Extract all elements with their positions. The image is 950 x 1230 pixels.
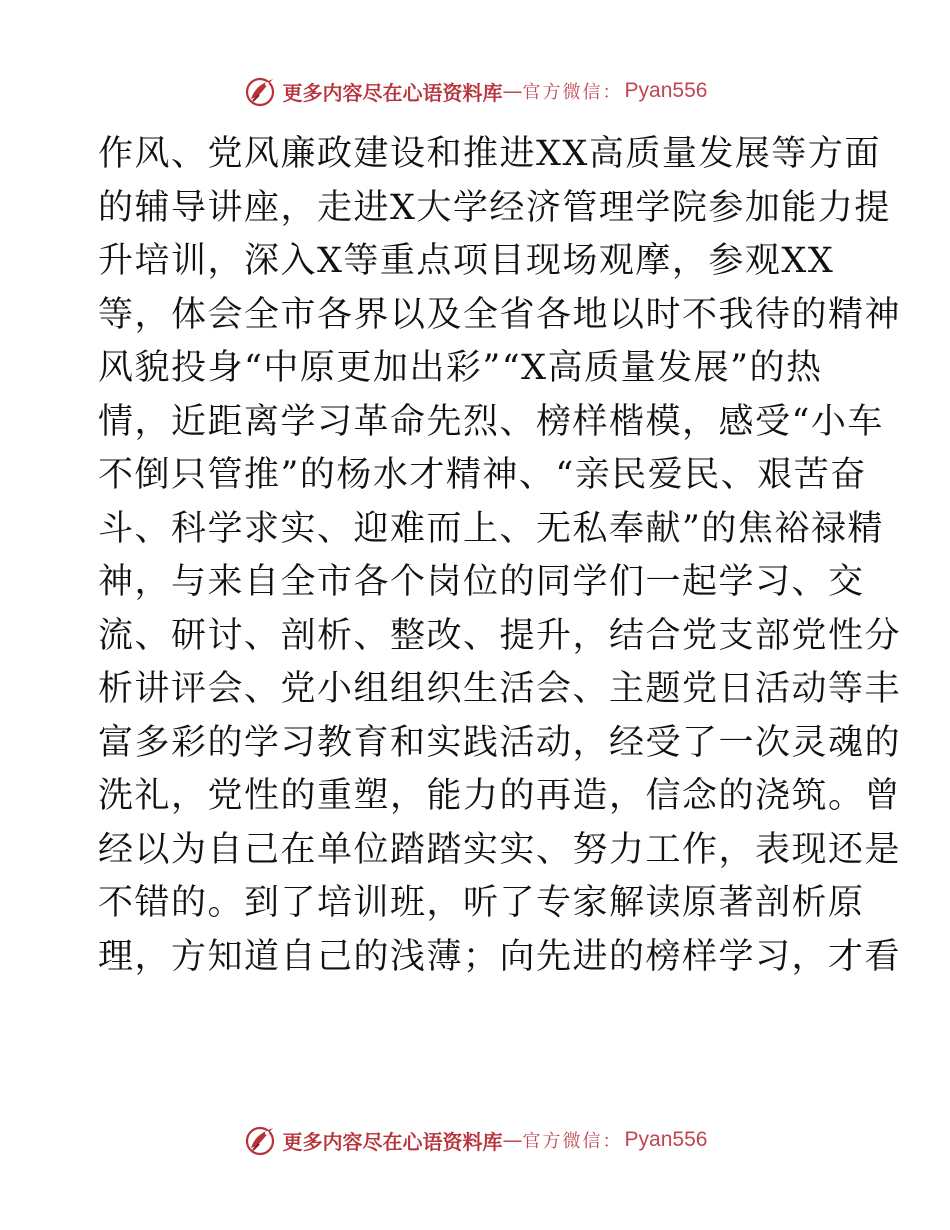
watermark-wechat-label: 官方微信： — [522, 1131, 623, 1152]
watermark-wechat-label: 官方微信： — [522, 82, 623, 103]
document-body — [98, 128, 902, 984]
pen-ribbon-logo-icon — [243, 73, 279, 109]
body-line: 不错的。到了培训班，听了专家解读原著剖析原 — [98, 883, 865, 923]
body-line: 神，与来自全市各个岗位的同学们一起学习、交 — [98, 562, 865, 602]
header-watermark — [0, 71, 950, 111]
body-line: 洗礼，党性的重塑，能力的再造，信念的浇筑。曾 — [98, 776, 902, 816]
body-line: 经以为自己在单位踏踏实实、努力工作，表现还是 — [98, 829, 902, 870]
body-line: 斗、科学求实、迎难而上、无私奉献”的焦裕禄精 — [98, 508, 884, 549]
body-line: 富多彩的学习教育和实践活动，经受了一次灵魂的 — [98, 722, 902, 763]
pen-ribbon-logo-icon — [243, 1122, 279, 1158]
body-line: 流、研讨、剖析、整改、提升，结合党支部党性分 — [98, 615, 902, 656]
watermark-separator: — — [502, 1128, 523, 1152]
watermark-brand-text: 更多内容尽在心语资料库 — [282, 1129, 503, 1154]
body-line: 析讲评会、党小组组织生活会、主题党日活动等丰 — [98, 669, 902, 709]
watermark-brand-text: 更多内容尽在心语资料库 — [282, 80, 503, 105]
body-line: 不倒只管推”的杨水才精神、“亲民爱民、艰苦奋 — [98, 455, 867, 495]
watermark-wechat-id: Pyan556 — [624, 1128, 708, 1151]
body-line: 情，近距离学习革命先烈、榜样楷模，感受“小车 — [98, 401, 884, 442]
watermark-separator: — — [502, 79, 523, 103]
body-line: 理，方知道自己的浅薄；向先进的榜样学习，才看 — [98, 936, 902, 977]
body-line: 作风、党风廉政建设和推进XX高质量发展等方面 — [98, 134, 881, 174]
body-line: 的辅导讲座，走进X大学经济管理学院参加能力提 — [98, 187, 891, 228]
body-line: 等，体会全市各界以及全省各地以时不我待的精神 — [98, 294, 902, 335]
body-line: 升培训，深入X等重点项目现场观摩，参观XX — [98, 241, 835, 281]
body-line: 风貌投身“中原更加出彩”“X高质量发展”的热 — [98, 348, 823, 388]
footer-watermark — [0, 1120, 950, 1160]
watermark-wechat-id: Pyan556 — [624, 79, 708, 102]
